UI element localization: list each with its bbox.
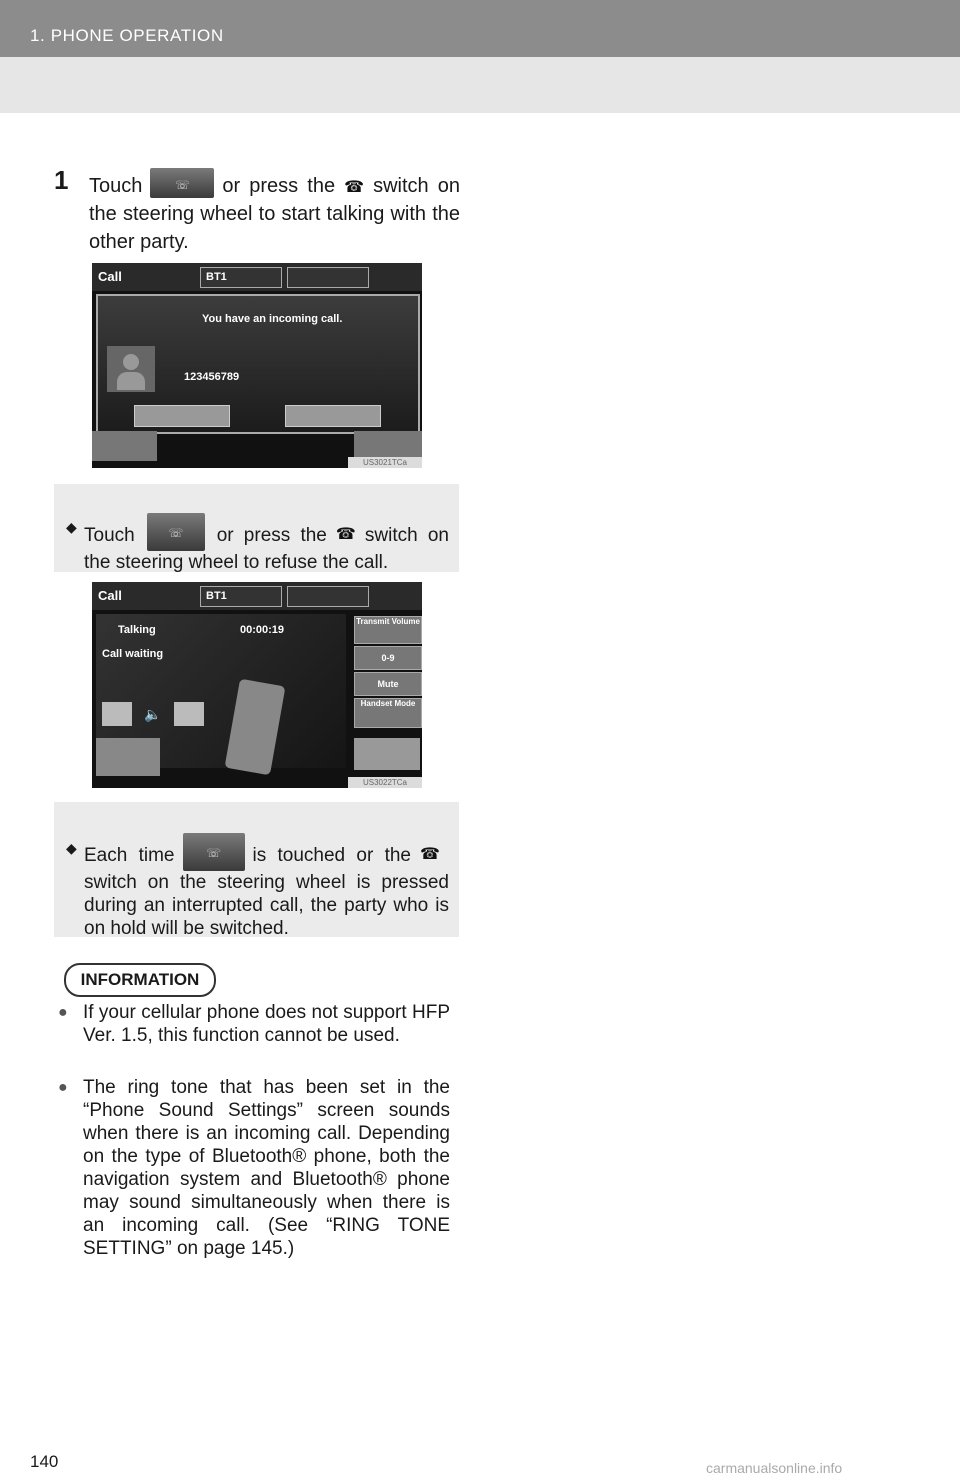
- volume-up-button: [174, 702, 204, 726]
- bullet-icon: ●: [58, 1004, 68, 1021]
- watermark: carmanualsonline.info: [706, 1460, 843, 1476]
- refuse-call-note: ◆ Touch ☏ or press the ☎ switch on the steering wheel to refuse the call.: [54, 484, 459, 572]
- hangup-button-icon: ☏: [147, 513, 205, 551]
- answer-side-button: [96, 738, 160, 776]
- talking-screen: Call BT1 Talking 00:00:19 Call waiting 🔈 Transmit Volume 0-9 Mute Handset Mode US3022TCa: [92, 582, 422, 788]
- steering-phone-switch-icon: ☎: [341, 173, 367, 195]
- keypad-button: 0-9: [354, 646, 422, 670]
- hangup-side-button: [354, 738, 420, 770]
- info-item-1: ● If your cellular phone does not support HFP Ver. 1.5, this function cannot be used.: [58, 1002, 450, 1046]
- information-label: INFORMATION: [64, 963, 216, 997]
- page-number: 140: [30, 1452, 59, 1471]
- handset-mode-button: Handset Mode: [354, 698, 422, 728]
- refuse-button: [285, 405, 381, 427]
- page-header: [0, 0, 960, 113]
- answer-button-icon: ☏: [183, 833, 245, 871]
- answer-button: [134, 405, 230, 427]
- step-1: [54, 165, 460, 256]
- signal-icon: [287, 586, 369, 607]
- step-1-text: Touch ☏ or press the ☎ switch on the steering wheel to start talking with the other party.: [89, 168, 460, 256]
- volume-down-button: [102, 702, 132, 726]
- caller-avatar-icon: [107, 346, 155, 392]
- transmit-volume-button: Transmit Volume: [354, 616, 422, 644]
- steering-phone-switch-icon: ☎: [417, 842, 443, 864]
- section-title: 1. PHONE OPERATION: [30, 26, 224, 45]
- incoming-call-screen: Call BT1 You have an incoming call. 123456789 US3021TCa: [92, 263, 422, 468]
- signal-icon: [287, 267, 369, 288]
- switch-party-note: ◆ Each time ☏ is touched or the ☎ switch on the steering wheel is pressed during an interrupted call, the party who is on hold will be switched.: [54, 802, 459, 937]
- speaker-icon: 🔈: [144, 706, 162, 722]
- info-item-2: ● The ring tone that has been set in the “Phone Sound Settings” screen sounds when there is an incoming call. Depending on the type of Bluetooth® phone, both the navigation system and Bluetooth® phone may sound simultaneously when there is an incoming call. (See “RING TONE SETTING” on page 145.): [58, 1077, 450, 1259]
- bullet-icon: ●: [58, 1079, 68, 1096]
- answer-button-icon: ☏: [150, 168, 214, 198]
- step-number: 1: [54, 165, 69, 195]
- mute-button: Mute: [354, 672, 422, 696]
- steering-phone-switch-icon: ☎: [333, 522, 359, 544]
- answer-side-button: [92, 431, 157, 461]
